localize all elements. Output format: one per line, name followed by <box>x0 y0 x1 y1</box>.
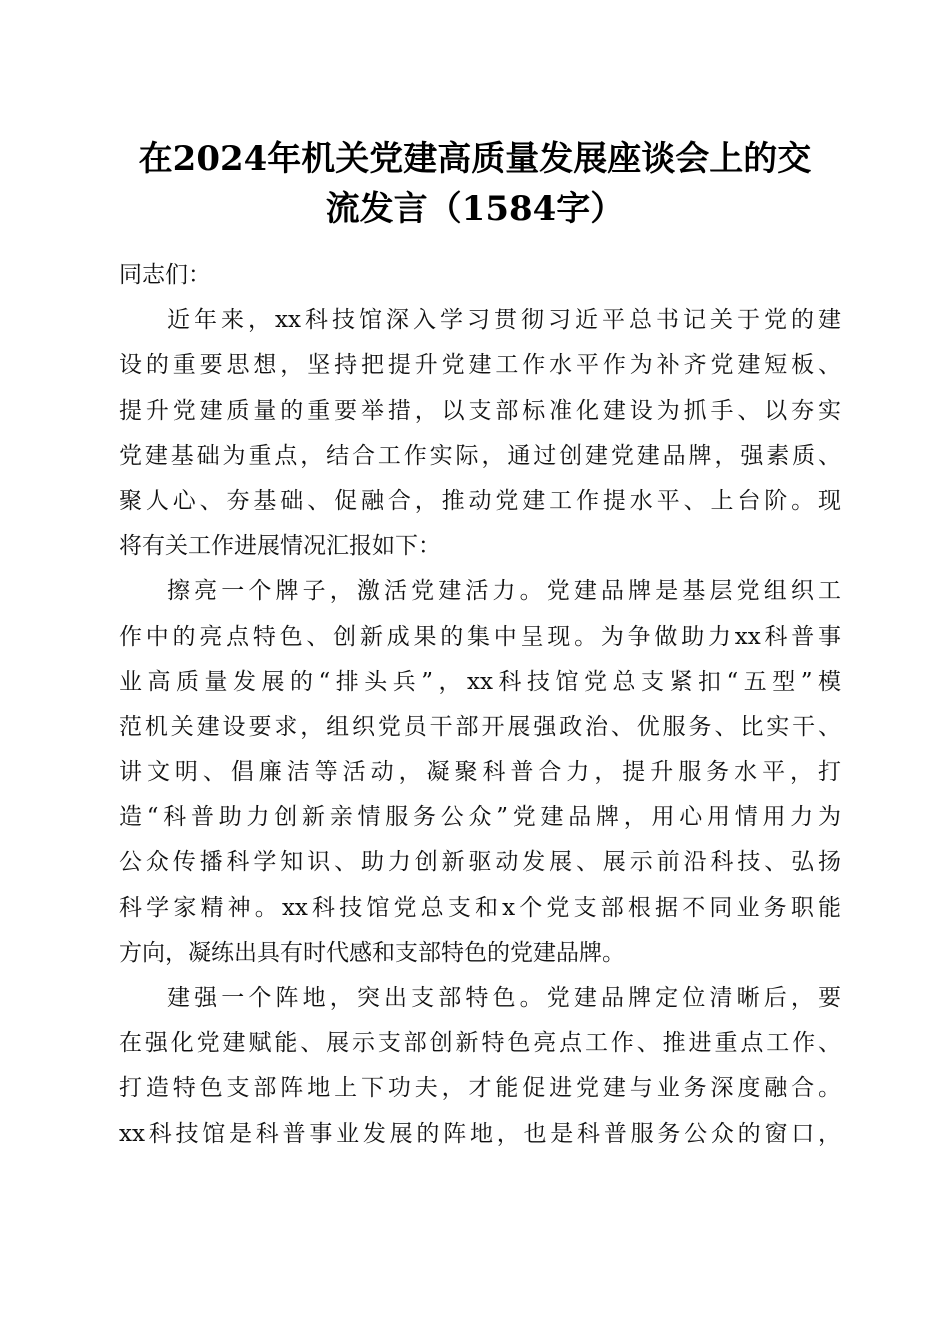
title-line-2: 流发言（1584字） <box>325 189 625 229</box>
paragraph-line: 公众传播科学知识、助力创新驱动发展、展示前沿科技、弘扬 <box>119 849 841 876</box>
title-line-1: 在2024年机关党建高质量发展座谈会上的交 <box>138 139 812 179</box>
paragraph-2 <box>119 569 841 976</box>
paragraph-line: 设的重要思想，坚持把提升党建工作水平作为补齐党建短板、 <box>119 352 841 379</box>
paragraph-3 <box>119 976 841 1157</box>
paragraph-line: xx科技馆是科普事业发展的阵地，也是科普服务公众的窗口， <box>119 1120 841 1147</box>
paragraph-line: 将有关工作进展情况汇报如下： <box>119 533 441 560</box>
paragraph-line: 近年来，xx科技馆深入学习贯彻习近平总书记关于党的建 <box>167 307 841 334</box>
paragraph-line: 造“科普助力创新亲情服务公众”党建品牌，用心用情用力为 <box>119 804 841 831</box>
paragraph-line: 建强一个阵地，突出支部特色。党建品牌定位清晰后，要 <box>167 985 841 1011</box>
paragraph-1 <box>119 298 841 569</box>
paragraph-line: 党建基础为重点，结合工作实际，通过创建党建品牌，强素质、 <box>119 442 841 469</box>
paragraph-line: 讲文明、倡廉洁等活动，凝聚科普合力，提升服务水平，打 <box>119 759 841 786</box>
paragraph-line: 方向，凝练出具有时代感和支部特色的党建品牌。 <box>119 939 625 966</box>
paragraph-line: 打造特色支部阵地上下功夫，才能促进党建与业务深度融合。 <box>119 1075 841 1102</box>
salutation: 同志们： <box>119 262 211 288</box>
paragraph-line: 作中的亮点特色、创新成果的集中呈现。为争做助力xx科普事 <box>119 623 841 650</box>
document-title <box>110 134 840 234</box>
paragraph-line: 业高质量发展的“排头兵”，xx科技馆党总支紧扣“五型”模 <box>119 668 841 695</box>
paragraph-line: 范机关建设要求，组织党员干部开展强政治、优服务、比实干、 <box>119 713 841 740</box>
paragraph-line: 在强化党建赋能、展示支部创新特色亮点工作、推进重点工作、 <box>119 1030 841 1057</box>
paragraph-line: 擦亮一个牌子，激活党建活力。党建品牌是基层党组织工 <box>167 578 841 605</box>
document-body <box>119 253 841 1157</box>
paragraph-line: 提升党建质量的重要举措，以支部标准化建设为抓手、以夯实 <box>119 397 841 424</box>
paragraph-line: 科学家精神。xx科技馆党总支和x个党支部根据不同业务职能 <box>119 894 841 921</box>
paragraph-line: 聚人心、夯基础、促融合，推动党建工作提水平、上台阶。现 <box>119 487 841 514</box>
